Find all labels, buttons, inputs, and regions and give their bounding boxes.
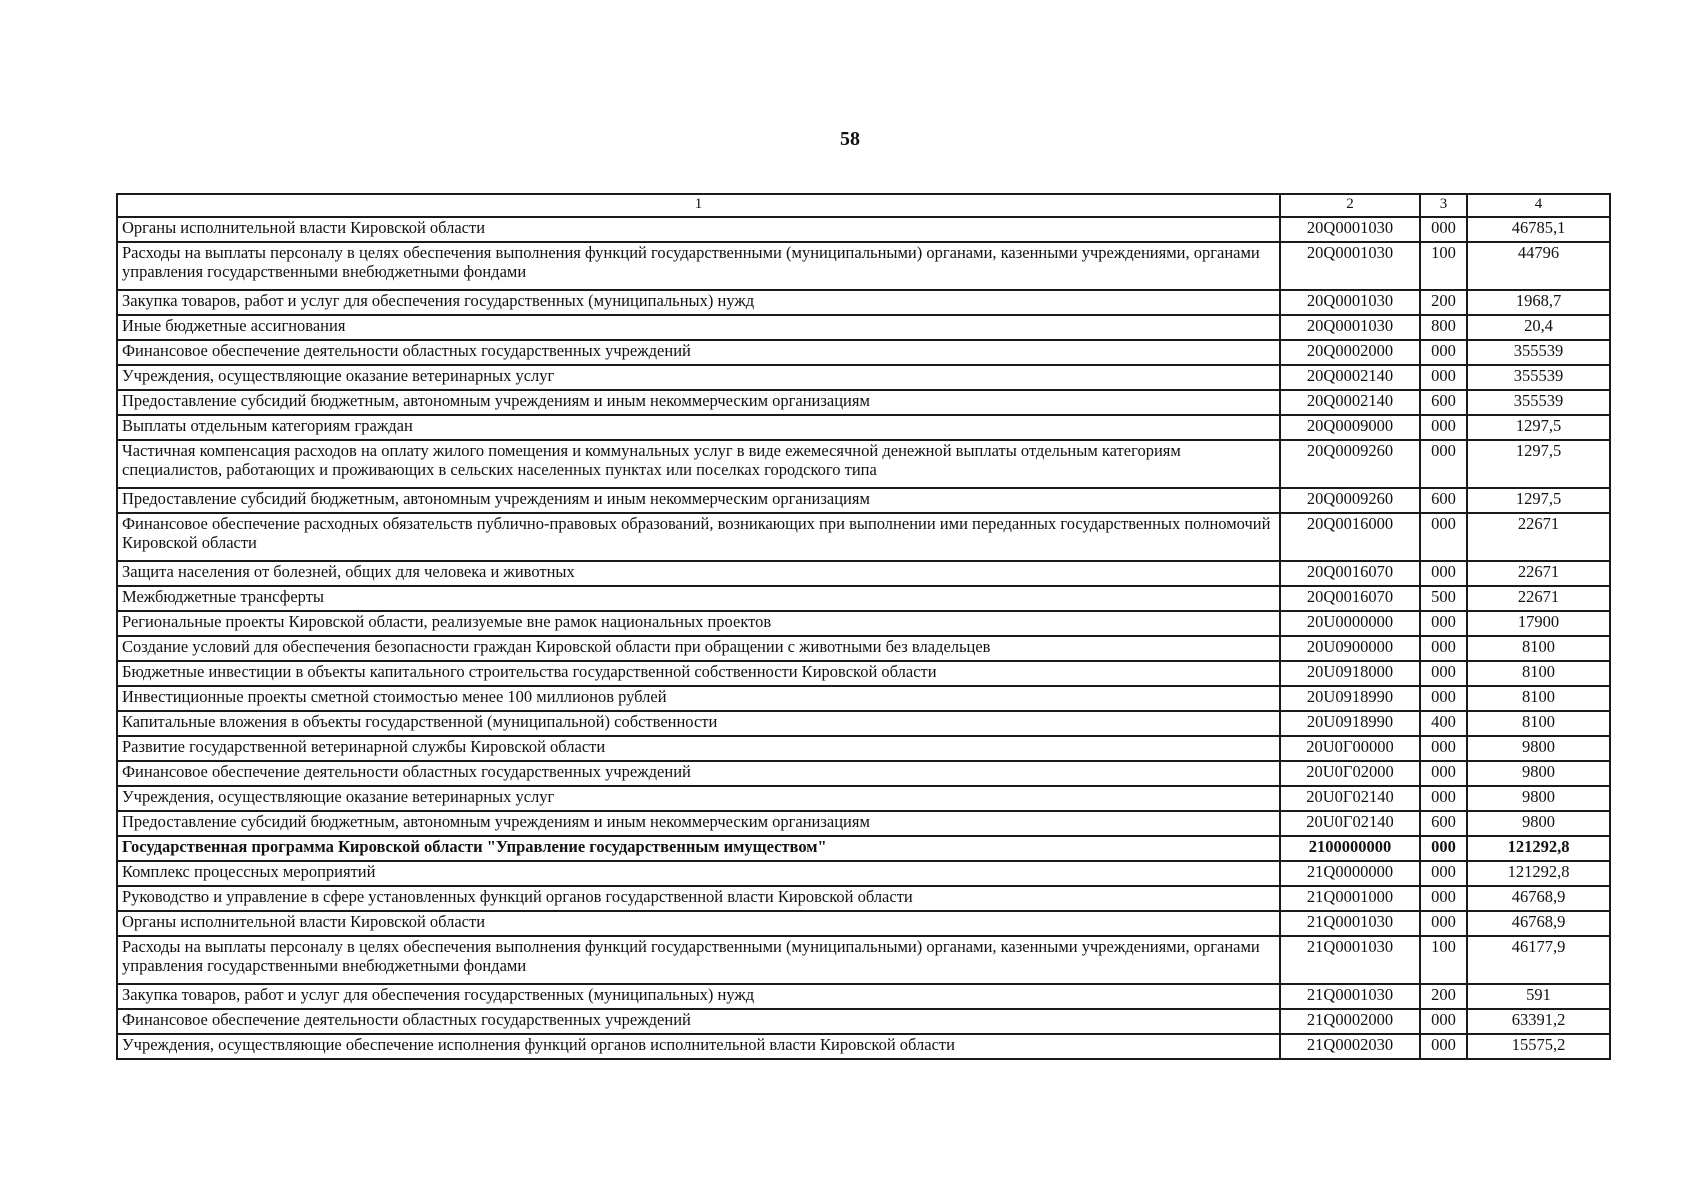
row-code-cell: 20U0Г00000 — [1280, 736, 1420, 761]
row-type-cell: 500 — [1420, 586, 1467, 611]
row-type-cell: 000 — [1420, 1034, 1467, 1059]
row-code-cell: 21Q0001030 — [1280, 936, 1420, 984]
row-code-cell: 21Q0001030 — [1280, 911, 1420, 936]
table-row — [117, 440, 1610, 488]
row-type-cell: 000 — [1420, 786, 1467, 811]
row-sum-cell: 22671 — [1467, 513, 1610, 561]
row-code-cell: 20U0918990 — [1280, 711, 1420, 736]
table-row — [117, 513, 1610, 561]
row-code-cell: 20U0918990 — [1280, 686, 1420, 711]
row-name-cell: Комплекс процессных мероприятий — [117, 861, 1280, 886]
row-name-cell: Бюджетные инвестиции в объекты капитального строительства государственной собственности Кировской области — [117, 661, 1280, 686]
table-row — [117, 365, 1610, 390]
column-header-1: 1 — [117, 194, 1280, 217]
row-code-cell: 20Q0016000 — [1280, 513, 1420, 561]
row-type-cell: 000 — [1420, 513, 1467, 561]
row-sum-cell: 1968,7 — [1467, 290, 1610, 315]
row-code-cell: 20Q0001030 — [1280, 290, 1420, 315]
table-row — [117, 661, 1610, 686]
budget-table — [116, 193, 1611, 1060]
row-type-cell: 000 — [1420, 365, 1467, 390]
row-sum-cell: 355539 — [1467, 340, 1610, 365]
row-type-cell: 800 — [1420, 315, 1467, 340]
row-sum-cell: 355539 — [1467, 390, 1610, 415]
row-type-cell: 000 — [1420, 1009, 1467, 1034]
table-row — [117, 861, 1610, 886]
page-number: 58 — [840, 128, 860, 150]
row-type-cell: 000 — [1420, 886, 1467, 911]
table-row — [117, 736, 1610, 761]
row-type-cell: 000 — [1420, 440, 1467, 488]
row-name-cell: Предоставление субсидий бюджетным, автономным учреждениям и иным некоммерческим организациям — [117, 488, 1280, 513]
table-row — [117, 290, 1610, 315]
row-name-cell: Региональные проекты Кировской области, реализуемые вне рамок национальных проектов — [117, 611, 1280, 636]
row-code-cell: 21Q0000000 — [1280, 861, 1420, 886]
table-row — [117, 811, 1610, 836]
row-name-cell: Учреждения, осуществляющие оказание ветеринарных услуг — [117, 365, 1280, 390]
row-name-cell: Закупка товаров, работ и услуг для обеспечения государственных (муниципальных) нужд — [117, 290, 1280, 315]
table-row — [117, 686, 1610, 711]
row-sum-cell: 121292,8 — [1467, 836, 1610, 861]
row-type-cell: 400 — [1420, 711, 1467, 736]
table-row — [117, 586, 1610, 611]
row-name-cell: Выплаты отдельным категориям граждан — [117, 415, 1280, 440]
table-row — [117, 911, 1610, 936]
row-sum-cell: 46768,9 — [1467, 911, 1610, 936]
row-code-cell: 20Q0016070 — [1280, 561, 1420, 586]
row-type-cell: 200 — [1420, 290, 1467, 315]
column-header-3: 3 — [1420, 194, 1467, 217]
row-sum-cell: 355539 — [1467, 365, 1610, 390]
column-header-2: 2 — [1280, 194, 1420, 217]
table-row — [117, 315, 1610, 340]
row-sum-cell: 8100 — [1467, 711, 1610, 736]
row-sum-cell: 17900 — [1467, 611, 1610, 636]
row-sum-cell: 9800 — [1467, 811, 1610, 836]
row-code-cell: 21Q0002000 — [1280, 1009, 1420, 1034]
row-name-cell: Создание условий для обеспечения безопасности граждан Кировской области при обращении с животными без владельцев — [117, 636, 1280, 661]
table-row — [117, 415, 1610, 440]
row-sum-cell: 20,4 — [1467, 315, 1610, 340]
row-type-cell: 000 — [1420, 636, 1467, 661]
row-name-cell: Межбюджетные трансферты — [117, 586, 1280, 611]
row-type-cell: 600 — [1420, 390, 1467, 415]
row-name-cell: Предоставление субсидий бюджетным, автономным учреждениям и иным некоммерческим организациям — [117, 390, 1280, 415]
table-row — [117, 217, 1610, 242]
column-header-4: 4 — [1467, 194, 1610, 217]
row-name-cell: Государственная программа Кировской области "Управление государственным имуществом" — [117, 836, 1280, 861]
row-sum-cell: 44796 — [1467, 242, 1610, 290]
row-code-cell: 20U0000000 — [1280, 611, 1420, 636]
row-type-cell: 100 — [1420, 242, 1467, 290]
row-sum-cell: 46177,9 — [1467, 936, 1610, 984]
table-row — [117, 488, 1610, 513]
table-row — [117, 1009, 1610, 1034]
row-code-cell: 20U0Г02140 — [1280, 786, 1420, 811]
row-name-cell: Иные бюджетные ассигнования — [117, 315, 1280, 340]
row-name-cell: Органы исполнительной власти Кировской области — [117, 911, 1280, 936]
row-name-cell: Финансовое обеспечение деятельности областных государственных учреждений — [117, 761, 1280, 786]
row-code-cell: 20U0918000 — [1280, 661, 1420, 686]
row-code-cell: 20Q0002000 — [1280, 340, 1420, 365]
row-type-cell: 000 — [1420, 911, 1467, 936]
row-type-cell: 000 — [1420, 686, 1467, 711]
row-code-cell: 20Q0002140 — [1280, 365, 1420, 390]
table-row — [117, 761, 1610, 786]
row-sum-cell: 46768,9 — [1467, 886, 1610, 911]
row-code-cell: 20U0Г02140 — [1280, 811, 1420, 836]
row-code-cell: 20Q0002140 — [1280, 390, 1420, 415]
row-name-cell: Развитие государственной ветеринарной службы Кировской области — [117, 736, 1280, 761]
row-name-cell: Учреждения, осуществляющие оказание ветеринарных услуг — [117, 786, 1280, 811]
row-type-cell: 100 — [1420, 936, 1467, 984]
row-sum-cell: 8100 — [1467, 686, 1610, 711]
row-sum-cell: 1297,5 — [1467, 488, 1610, 513]
row-sum-cell: 1297,5 — [1467, 440, 1610, 488]
row-code-cell: 21Q0001000 — [1280, 886, 1420, 911]
row-name-cell: Инвестиционные проекты сметной стоимостью менее 100 миллионов рублей — [117, 686, 1280, 711]
row-sum-cell: 1297,5 — [1467, 415, 1610, 440]
row-sum-cell: 8100 — [1467, 661, 1610, 686]
row-code-cell: 21Q0001030 — [1280, 984, 1420, 1009]
table-body — [117, 217, 1610, 1059]
row-type-cell: 000 — [1420, 611, 1467, 636]
row-name-cell: Руководство и управление в сфере установленных функций органов государственной власти Кировской области — [117, 886, 1280, 911]
row-name-cell: Финансовое обеспечение деятельности областных государственных учреждений — [117, 1009, 1280, 1034]
row-sum-cell: 591 — [1467, 984, 1610, 1009]
row-name-cell: Расходы на выплаты персоналу в целях обеспечения выполнения функций государственными (муниципальными) органами, казенными учреждениями, органами управления государственными внебюджетными фондами — [117, 936, 1280, 984]
row-code-cell: 20Q0001030 — [1280, 217, 1420, 242]
row-sum-cell: 8100 — [1467, 636, 1610, 661]
row-name-cell: Учреждения, осуществляющие обеспечение исполнения функций органов исполнительной власти Кировской области — [117, 1034, 1280, 1059]
row-code-cell: 2100000000 — [1280, 836, 1420, 861]
row-name-cell: Предоставление субсидий бюджетным, автономным учреждениям и иным некоммерческим организациям — [117, 811, 1280, 836]
row-type-cell: 000 — [1420, 415, 1467, 440]
row-name-cell: Органы исполнительной власти Кировской области — [117, 217, 1280, 242]
table-row — [117, 1034, 1610, 1059]
row-code-cell: 20U0900000 — [1280, 636, 1420, 661]
table-row — [117, 886, 1610, 911]
table-row — [117, 984, 1610, 1009]
table-header-row — [117, 194, 1610, 217]
row-code-cell: 20Q0001030 — [1280, 242, 1420, 290]
table-row — [117, 936, 1610, 984]
row-code-cell: 20Q0009260 — [1280, 488, 1420, 513]
row-name-cell: Финансовое обеспечение деятельности областных государственных учреждений — [117, 340, 1280, 365]
row-type-cell: 600 — [1420, 488, 1467, 513]
row-sum-cell: 121292,8 — [1467, 861, 1610, 886]
row-code-cell: 21Q0002030 — [1280, 1034, 1420, 1059]
table-row — [117, 561, 1610, 586]
table-row — [117, 836, 1610, 861]
table-row — [117, 340, 1610, 365]
row-sum-cell: 9800 — [1467, 761, 1610, 786]
row-type-cell: 000 — [1420, 340, 1467, 365]
row-sum-cell: 9800 — [1467, 736, 1610, 761]
row-name-cell: Защита населения от болезней, общих для человека и животных — [117, 561, 1280, 586]
row-name-cell: Закупка товаров, работ и услуг для обеспечения государственных (муниципальных) нужд — [117, 984, 1280, 1009]
row-name-cell: Капитальные вложения в объекты государственной (муниципальной) собственности — [117, 711, 1280, 736]
row-name-cell: Частичная компенсация расходов на оплату жилого помещения и коммунальных услуг в виде ежемесячной денежной выплаты отдельным категориям специалистов, работающих и проживающих в сельских населенных пунктах или поселках городского типа — [117, 440, 1280, 488]
row-code-cell: 20U0Г02000 — [1280, 761, 1420, 786]
row-code-cell: 20Q0009260 — [1280, 440, 1420, 488]
row-type-cell: 000 — [1420, 736, 1467, 761]
table-row — [117, 786, 1610, 811]
row-name-cell: Финансовое обеспечение расходных обязательств публично-правовых образований, возникающих при выполнении ими переданных государственных полномочий Кировской области — [117, 513, 1280, 561]
row-sum-cell: 9800 — [1467, 786, 1610, 811]
row-name-cell: Расходы на выплаты персоналу в целях обеспечения выполнения функций государственными (муниципальными) органами, казенными учреждениями, органами управления государственными внебюджетными фондами — [117, 242, 1280, 290]
row-type-cell: 000 — [1420, 217, 1467, 242]
table-row — [117, 611, 1610, 636]
row-type-cell: 200 — [1420, 984, 1467, 1009]
row-type-cell: 000 — [1420, 761, 1467, 786]
row-sum-cell: 22671 — [1467, 586, 1610, 611]
row-code-cell: 20Q0009000 — [1280, 415, 1420, 440]
row-type-cell: 000 — [1420, 836, 1467, 861]
row-type-cell: 000 — [1420, 661, 1467, 686]
row-type-cell: 000 — [1420, 561, 1467, 586]
table-row — [117, 242, 1610, 290]
row-type-cell: 600 — [1420, 811, 1467, 836]
row-sum-cell: 22671 — [1467, 561, 1610, 586]
row-sum-cell: 63391,2 — [1467, 1009, 1610, 1034]
row-code-cell: 20Q0016070 — [1280, 586, 1420, 611]
row-sum-cell: 15575,2 — [1467, 1034, 1610, 1059]
row-type-cell: 000 — [1420, 861, 1467, 886]
table-row — [117, 711, 1610, 736]
table-row — [117, 390, 1610, 415]
row-sum-cell: 46785,1 — [1467, 217, 1610, 242]
table-row — [117, 636, 1610, 661]
row-code-cell: 20Q0001030 — [1280, 315, 1420, 340]
